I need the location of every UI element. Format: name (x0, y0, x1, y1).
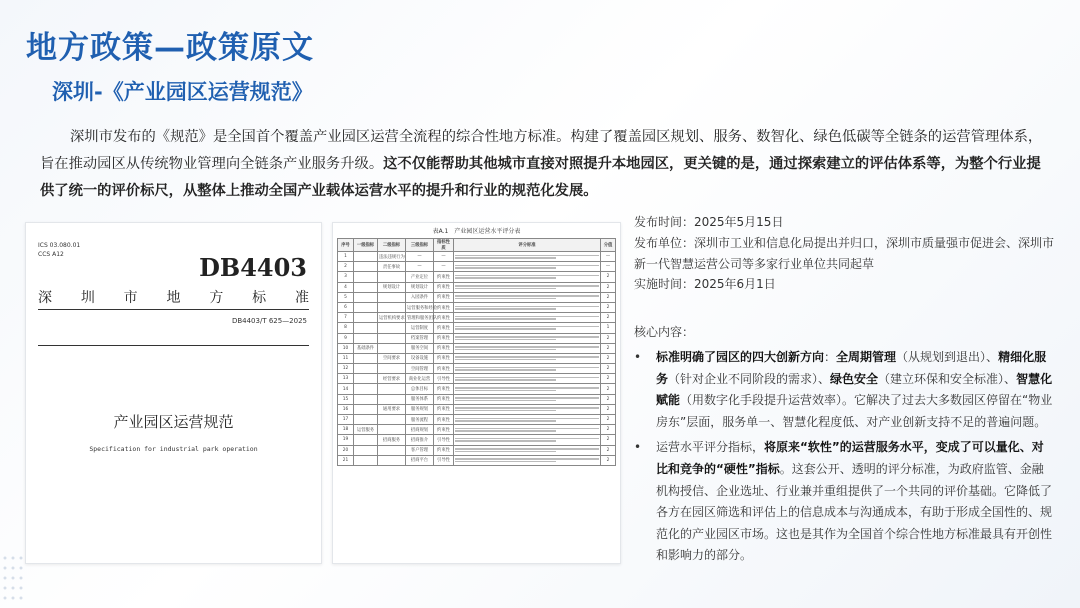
table-row (338, 333, 616, 343)
table-row (338, 252, 616, 262)
text-placeholder (455, 367, 599, 369)
text-placeholder (455, 400, 556, 402)
table-cell: 约束性 (434, 343, 454, 353)
table-cell: 2 (601, 302, 616, 312)
table-cell: 约束性 (434, 302, 454, 312)
table-cell (454, 353, 601, 363)
core-text: 。这套公开、透明的评分标准，为政府监管、金融机构授信、企业选址、行业兼并重组提供了一个共同的评价基础。它降低了各方在园区筛选和评估上的信息成本与沟通成本，有助于形成全国性的、规范化的产业园区市场。这也是其作为全国首个综合性地方标准最具有开创性和影响力的部分。 (656, 461, 1053, 563)
text-placeholder (455, 410, 556, 412)
table-cell: 3 (338, 272, 354, 282)
text-placeholder (455, 265, 599, 267)
text-placeholder (455, 377, 599, 379)
text-placeholder (455, 458, 599, 460)
table-cell: 基础条件 (354, 343, 378, 353)
core-bold: 绿色安全 (830, 371, 879, 386)
cover-header-char: 圳 (80, 290, 95, 306)
table-cell: 2 (601, 445, 616, 455)
core-text: （建立环保和安全标准）、 (878, 371, 1017, 386)
table-cell: 13 (338, 374, 354, 384)
table-cell: 20 (338, 445, 354, 455)
table-row (338, 262, 616, 272)
table-cell (378, 455, 406, 465)
table-cell (354, 404, 378, 414)
table-cell (454, 384, 601, 394)
intro-paragraph (40, 124, 1045, 205)
text-placeholder (455, 349, 556, 351)
cover-title-cn: 产业园区运营规范 (113, 413, 234, 431)
core-bold: 精细化服务 (656, 350, 1047, 386)
text-placeholder (455, 277, 556, 279)
table-cell: 招商服务 (378, 435, 406, 445)
table-header-cell: 二级指标 (378, 239, 406, 252)
table-cell (354, 435, 378, 445)
score-table-image (332, 222, 621, 564)
table-cell (454, 364, 601, 374)
core-bold: 全周期管理 (836, 350, 897, 364)
text-placeholder (455, 359, 556, 361)
table-cell: 17 (338, 415, 354, 425)
table-cell: — (434, 252, 454, 262)
table-cell (454, 415, 601, 425)
table-cell: 10 (338, 343, 354, 353)
implement-date: 实施时间：2025年6月1日 (634, 277, 776, 292)
table-cell: 2 (601, 415, 616, 425)
table-cell (354, 333, 378, 343)
core-text: 运营水平评分指标， (656, 440, 765, 455)
table-cell (354, 455, 378, 465)
text-placeholder (455, 346, 599, 348)
table-cell: 运营服务 (354, 425, 378, 435)
table-cell: 2 (601, 455, 616, 465)
text-placeholder (455, 308, 556, 310)
page-title: 地方政策—政策原文 (26, 30, 314, 66)
table-cell: 2 (601, 435, 616, 445)
publish-unit: 发布单位：深圳市工业和信息化局提出并归口，深圳市质量强市促进会、深圳市新一代智慧运营公司等多家行业单位共同起草 (634, 235, 1055, 271)
cover-title-en: Specification for industrial park operation (89, 445, 258, 453)
text-placeholder (455, 255, 599, 257)
table-row (338, 394, 616, 404)
table-cell: 约束性 (434, 333, 454, 343)
text-placeholder (455, 428, 599, 430)
table-row (338, 415, 616, 425)
table-cell: 设备设施 (406, 353, 434, 363)
text-placeholder (455, 257, 556, 259)
core-bold: 智慧化赋能 (656, 371, 1053, 408)
text-placeholder (455, 451, 556, 453)
table-cell: — (434, 262, 454, 272)
text-placeholder (455, 326, 599, 328)
table-cell: 14 (338, 384, 354, 394)
publish-date: 发布时间：2025年5月15日 (634, 215, 784, 229)
table-row (338, 282, 616, 292)
table-cell: 约束性 (434, 394, 454, 404)
table-cell (354, 364, 378, 374)
table-cell: 5 (338, 292, 354, 302)
core-heading: 核心内容： (634, 325, 695, 339)
score-table (337, 238, 616, 466)
text-placeholder (455, 328, 556, 330)
text-placeholder (455, 438, 599, 440)
intro-text: 深圳市发布的《规范》是全国首个覆盖产业园区运营全流程的综合性地方标准。构建了覆盖园区规划、服务、数智化、绿色低碳等全链条的运营管理体系，旨在推动园区从传统物业管理向全链条产业服务升级。 (40, 129, 1043, 172)
cover-divider (38, 345, 309, 346)
cover-ics: ICS 03.080.01 (38, 242, 81, 249)
table-cell: 6 (338, 302, 354, 312)
publish-info (634, 212, 1054, 295)
table-cell: 约束性 (434, 292, 454, 302)
table-cell: 产业定位 (406, 272, 434, 282)
table-cell: 约束性 (434, 404, 454, 414)
table-row (338, 272, 616, 282)
table-cell: 引导性 (434, 374, 454, 384)
core-text: （针对企业不同阶段的需求）、 (668, 371, 831, 386)
table-cell: 15 (338, 394, 354, 404)
core-content (634, 322, 1054, 571)
table-cell (378, 384, 406, 394)
text-placeholder (455, 379, 556, 381)
table-cell: 经营要求 (378, 374, 406, 384)
table-cell: 2 (601, 313, 616, 323)
table-cell (454, 333, 601, 343)
text-placeholder (455, 336, 599, 338)
text-placeholder (455, 275, 599, 277)
table-cell: 规划设计 (378, 282, 406, 292)
table-cell (378, 272, 406, 282)
table-cell (378, 425, 406, 435)
table-header-cell: 一级指标 (354, 239, 378, 252)
table-cell: 2 (601, 374, 616, 384)
table-cell (378, 364, 406, 374)
table-row (338, 364, 616, 374)
table-cell: 招商平台 (406, 455, 434, 465)
cover-header-char: 地 (166, 290, 181, 306)
table-cell: 2 (601, 384, 616, 394)
table-row (338, 404, 616, 414)
table-cell: 引导性 (434, 435, 454, 445)
table-cell: 2 (601, 282, 616, 292)
table-row (338, 353, 616, 363)
table-cell (454, 252, 601, 262)
table-cell (378, 343, 406, 353)
table-cell: 空间管理 (406, 364, 434, 374)
table-cell (378, 445, 406, 455)
table-cell (378, 415, 406, 425)
text-placeholder (455, 288, 556, 290)
table-cell: 1 (601, 323, 616, 333)
table-cell: 2 (601, 353, 616, 363)
text-placeholder (455, 318, 556, 320)
table-cell (454, 455, 601, 465)
table-cell: 2 (601, 404, 616, 414)
table-cell: 约束性 (434, 425, 454, 435)
table-cell (454, 435, 601, 445)
table-cell: 2 (601, 272, 616, 282)
table-cell: 空间要求 (378, 353, 406, 363)
table-cell: 总体目标 (406, 384, 434, 394)
table-cell: 招商规划 (406, 425, 434, 435)
table-cell: 服务体系 (406, 394, 434, 404)
table-cell: 商业化运营 (406, 374, 434, 384)
table-cell (454, 343, 601, 353)
table-cell: 9 (338, 333, 354, 343)
text-placeholder (455, 418, 599, 420)
table-cell (354, 445, 378, 455)
table-cell: 约束性 (434, 364, 454, 374)
table-cell (454, 323, 601, 333)
table-row (338, 323, 616, 333)
table-row (338, 313, 616, 323)
table-row (338, 292, 616, 302)
table-row (338, 302, 616, 312)
table-cell: 4 (338, 282, 354, 292)
table-cell (454, 404, 601, 414)
table-row (338, 425, 616, 435)
table-cell: 责任事故 (378, 262, 406, 272)
table-cell: 违法违规行为 (378, 252, 406, 262)
table-cell: — (406, 252, 434, 262)
cover-number: DB4403/T 625—2025 (231, 317, 307, 325)
table-header-cell: 评分标准 (454, 239, 601, 252)
table-cell (454, 262, 601, 272)
table-row (338, 435, 616, 445)
table-cell: 运营机构要求 (378, 313, 406, 323)
table-cell (354, 415, 378, 425)
table-cell (354, 353, 378, 363)
table-cell (454, 302, 601, 312)
core-bold: 标准明确了园区的四大创新方向 (656, 350, 825, 364)
table-cell (354, 394, 378, 404)
table-cell: 16 (338, 404, 354, 414)
table-cell (454, 282, 601, 292)
table-cell (454, 374, 601, 384)
text-placeholder (455, 369, 556, 371)
table-cell (354, 282, 378, 292)
table-cell: 19 (338, 435, 354, 445)
table-cell: 2 (338, 262, 354, 272)
text-placeholder (455, 407, 599, 409)
table-cell: 客户管理 (406, 445, 434, 455)
table-cell: 服务流程 (406, 415, 434, 425)
cover-header-char: 市 (123, 290, 138, 306)
text-placeholder (455, 390, 556, 392)
core-item (634, 437, 1054, 567)
table-header-cell: 三级指标 (406, 239, 434, 252)
table-row (338, 384, 616, 394)
text-placeholder (455, 397, 599, 399)
table-cell (454, 313, 601, 323)
table-cell (378, 333, 406, 343)
table-cell: 约束性 (434, 445, 454, 455)
text-placeholder (455, 387, 599, 389)
table-cell (354, 384, 378, 394)
text-placeholder (455, 298, 556, 300)
table-cell: 2 (601, 343, 616, 353)
cover-header-char: 标 (252, 290, 267, 306)
table-cell: 约束性 (434, 415, 454, 425)
cover-header-char: 准 (294, 290, 309, 306)
table-header-cell: 分值 (601, 239, 616, 252)
core-text: （从规划到退出）、 (896, 350, 999, 364)
table-cell: 规划设计 (406, 282, 434, 292)
table-cell: 运营制度 (406, 323, 434, 333)
table-row (338, 374, 616, 384)
table-cell: 7 (338, 313, 354, 323)
cover-header-char: 深 (38, 290, 52, 306)
cover-header-char: 方 (209, 290, 224, 306)
table-cell (454, 445, 601, 455)
table-cell (454, 272, 601, 282)
table-cell: — (601, 252, 616, 262)
core-text: （用数字化手段提升运营效率）。它解决了过去大多数园区停留在“物业房东”层面，服务单一、智慧化程度低、对产业创新支持不足的普遍问题。 (656, 393, 1053, 429)
text-placeholder (455, 420, 556, 422)
cover-meta (38, 241, 80, 259)
table-header-cell: 序号 (338, 239, 354, 252)
table-cell (354, 272, 378, 282)
table-cell: 2 (601, 364, 616, 374)
core-text: ： (824, 350, 837, 364)
table-row (338, 343, 616, 353)
table-cell (354, 252, 378, 262)
table-row (338, 445, 616, 455)
table-cell (454, 292, 601, 302)
table-cell: 约束性 (434, 384, 454, 394)
table-cell (378, 394, 406, 404)
table-cell: 招商推介 (406, 435, 434, 445)
table-cell: 档案管理 (406, 333, 434, 343)
table-cell: 管理和服务团队 (406, 313, 434, 323)
text-placeholder (455, 316, 599, 318)
text-placeholder (455, 448, 599, 450)
table-cell: 12 (338, 364, 354, 374)
text-placeholder (455, 430, 556, 432)
table-cell: 服务空间 (406, 343, 434, 353)
table-cell (354, 292, 378, 302)
table-cell: 约束性 (434, 313, 454, 323)
table-cell: 1 (338, 252, 354, 262)
table-cell: 2 (601, 394, 616, 404)
text-placeholder (455, 356, 599, 358)
table-cell (454, 425, 601, 435)
core-item (634, 347, 1054, 433)
table-cell (354, 302, 378, 312)
text-placeholder (455, 306, 599, 308)
table-cell (454, 394, 601, 404)
table-cell (354, 313, 378, 323)
table-cell (354, 262, 378, 272)
table-cell: 11 (338, 353, 354, 363)
table-cell: 2 (601, 425, 616, 435)
intro-bold-text: 这不仅能帮助其他城市直接对照提升本地园区，更关键的是，通过探索建立的评估体系等，为整个行业提供了统一的评价标尺，从整体上推动全国产业载体运营水平的提升和行业的规范化发展。 (40, 156, 1041, 199)
table-cell: 通用要求 (378, 404, 406, 414)
table-cell: 约束性 (434, 353, 454, 363)
text-placeholder (455, 285, 599, 287)
text-placeholder (455, 461, 556, 463)
cover-header (38, 287, 309, 307)
table-cell: 服务规划 (406, 404, 434, 414)
text-placeholder (455, 339, 556, 341)
table-cell: 18 (338, 425, 354, 435)
table-cell: 约束性 (434, 282, 454, 292)
cover-code: DB4403 (199, 253, 307, 282)
table-cell: 运营服务和经验 (406, 302, 434, 312)
table-cell (354, 323, 378, 333)
table-cell: 2 (601, 292, 616, 302)
table-cell (378, 292, 406, 302)
table-cell: — (406, 262, 434, 272)
table-cell: 21 (338, 455, 354, 465)
table-cell (378, 323, 406, 333)
table-cell: 约束性 (434, 272, 454, 282)
standard-cover-image (25, 222, 322, 564)
table-cell: — (601, 262, 616, 272)
table-cell: 2 (601, 333, 616, 343)
table-caption: 表A.1 产业园区运营水平评分表 (432, 228, 521, 235)
page-subtitle: 深圳-《产业园区运营规范》 (52, 80, 313, 104)
table-header-cell: 指标性质 (434, 239, 454, 252)
cover-ccs: CCS A12 (38, 251, 64, 258)
text-placeholder (455, 267, 556, 269)
table-cell: 8 (338, 323, 354, 333)
text-placeholder (455, 295, 599, 297)
text-placeholder (455, 440, 556, 442)
table-row (338, 455, 616, 465)
core-bold: 将原来“软性”的运营服务水平，变成了可以量化、对比和竞争的“硬性”指标 (656, 440, 1044, 476)
table-cell: 引导性 (434, 455, 454, 465)
core-list (634, 347, 1054, 567)
table-cell (354, 374, 378, 384)
table-cell: 入园条件 (406, 292, 434, 302)
table-cell (378, 302, 406, 312)
cover-divider (38, 309, 309, 310)
table-cell: 约束性 (434, 323, 454, 333)
